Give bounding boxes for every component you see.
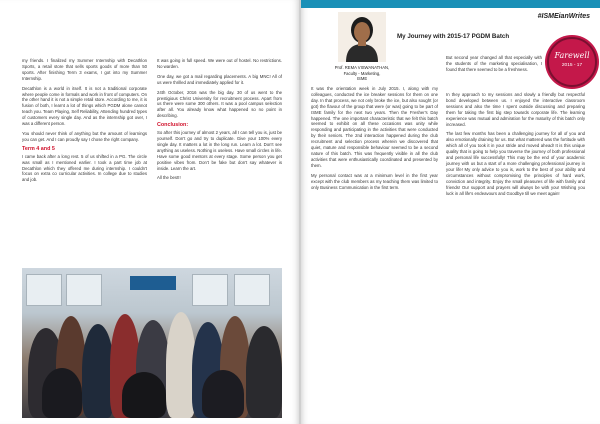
paragraph: So after this journey of almost 2 years, all I can tell you is, just be yourself. Don't go and try to duplicate. Give your 100% every single day. It matters a lot in the long run. Learn a lot. Don't see anything as useless. Nothing is useless. Have small circles in life. Have some good mentors at every stage. Some person you get positive vibes from. Don't be fake but don't say whatever is inside. Learn the art. — [157, 130, 282, 171]
paragraph: It was going in full speed. We were out of hostel. No restrictions. No warden. — [157, 58, 282, 69]
author-caption — [311, 65, 413, 82]
author-portrait — [338, 12, 386, 62]
left-page-column-2 — [157, 58, 282, 185]
right-page-column-2 — [446, 55, 542, 77]
paragraph: You should never think of anything but the amount of learnings you can get. And I can proudly say I chose the right company. — [22, 130, 147, 142]
paragraph: 24th October, 2016 was the big day. 30 of us went to the prestigious Christ University for recruitment process. Apart from us there were some 300 others. It was a pool campus selection after all. You already know what happened so no point in describing. — [157, 89, 282, 119]
article-title: My Journey with 2015-17 PGDM Batch — [397, 33, 510, 40]
badge-word: Farewell — [554, 51, 590, 60]
signoff: All the best!! — [157, 175, 181, 181]
author-name: Prof. REMA VISWANATHAN, — [334, 65, 390, 70]
farewell-badge — [547, 37, 597, 87]
group-photo — [22, 268, 282, 418]
left-page — [0, 0, 299, 424]
paragraph: my friends. I finalized my Summer Internship with Decathlon Sports, a retail store that sells sports goods of more than 50 sports. After finishing Term 3 exams, I got into my Summer Internship. — [22, 58, 147, 81]
paragraph: But second year changed all that especially with the students of the marketing specialisation, I found that there seemed to be a freshness. — [446, 55, 542, 72]
photo-window — [234, 274, 270, 306]
right-page — [301, 0, 600, 424]
paragraph: In they approach to my sessions and slowly a friendly but respectful bond developed between us. I enjoyed the interactive classroom sessions and also the time I spent outside discussing and preparing them for taking the first big step towards corporate life. The learning experience was mutual and admiration for the maturity of this batch only increased. — [446, 92, 585, 127]
top-color-bar — [301, 0, 600, 8]
author-org: ISME — [356, 76, 368, 82]
photo-window — [192, 274, 228, 306]
paragraph: My personal contact was at a minimum level in the first year except with the club members as my teaching them was limited to only Business Communication in the first term. — [311, 172, 438, 190]
paragraph: One day, we got a mail regarding placements. A big MNC! All of us were thrilled and immediately applied for it. — [157, 73, 282, 85]
author-role: Faculty - Marketing, — [343, 70, 381, 76]
photo-person — [122, 372, 166, 418]
photo-window — [26, 274, 62, 306]
hashtag: #ISMEianWrites — [537, 13, 590, 20]
person-icon — [338, 12, 386, 62]
paragraph: The last few months has been a challenging journey for all of you and also emotionally draining for us. But what mattered was the fortitude with which all of you took it in your stride and moved ahead! It is this unique quality that is going to help you traverse the journey of both professional and personal life successfully! This may be the end of your academic journey with us but a start of a more challenging professional journey in your life! My only advice to you is, work to the best of your ability and circumstances without compromising the principles of hard work, conviction and integrity. Enjoy the small pleasures of life with family and friends! Our support and prayers will always be with you! Wishing you luck in all life's endeavours and Goodbye till we meet again! — [446, 131, 585, 196]
photo-person — [202, 370, 244, 418]
paragraph: Decathlon is a world in itself. It is not a traditional corporate where people come in formals and work in front of computers. On the other hand it is not a simple retail store. According to me, it is fusion of both, I learnt a lot of things which PGDM alone cannot teach you. Team Playing, Self Reliability, Attending hundred types of customers every single day. And as the internship got over, I was a different person. — [22, 85, 147, 127]
left-page-column-1 — [22, 58, 147, 187]
photo-person — [246, 326, 282, 418]
right-page-column-2-continued — [446, 92, 585, 200]
term-heading: Term 4 and 5 — [22, 145, 55, 152]
paragraph: I came back after a long rest. 5 of us shifted in a PG. The circle was small as I mentioned earlier. I took a part time job at Decathlon which they offered me during internship. I couldn't focus on extra co curricular activities. In college due to studies and job. — [22, 153, 147, 183]
photo-window — [66, 274, 102, 306]
paragraph: It was the orientation week in July 2015. I, along with my colleagues, conducted the ice breaker sessions for them on one day. In that process, we not only broke the ice, but also sought (or got) the flavour of the group that were (or was) going to be part of ISME family for the next two years. Then the Fresher's Day happened. The one important characteristic that we felt this batch seemed to exhibit on all these occasions was unity while responding and participating in the activities that were conducted by their seniors. The 2nd interaction happened during the club recruitment and selection process wherein we discovered that quiet, mature and responsible behaviour seemed to be a second nature of this batch. This was frequently visible in all the club activities that were enthusiastically coordinated and presented by them. — [311, 86, 438, 168]
photo-person — [42, 368, 82, 418]
conclusion-heading: Conclusion: — [157, 122, 189, 129]
photo-banner — [130, 276, 176, 290]
badge-year: 2015 - 17 — [561, 63, 583, 68]
right-page-column-1 — [311, 86, 438, 194]
